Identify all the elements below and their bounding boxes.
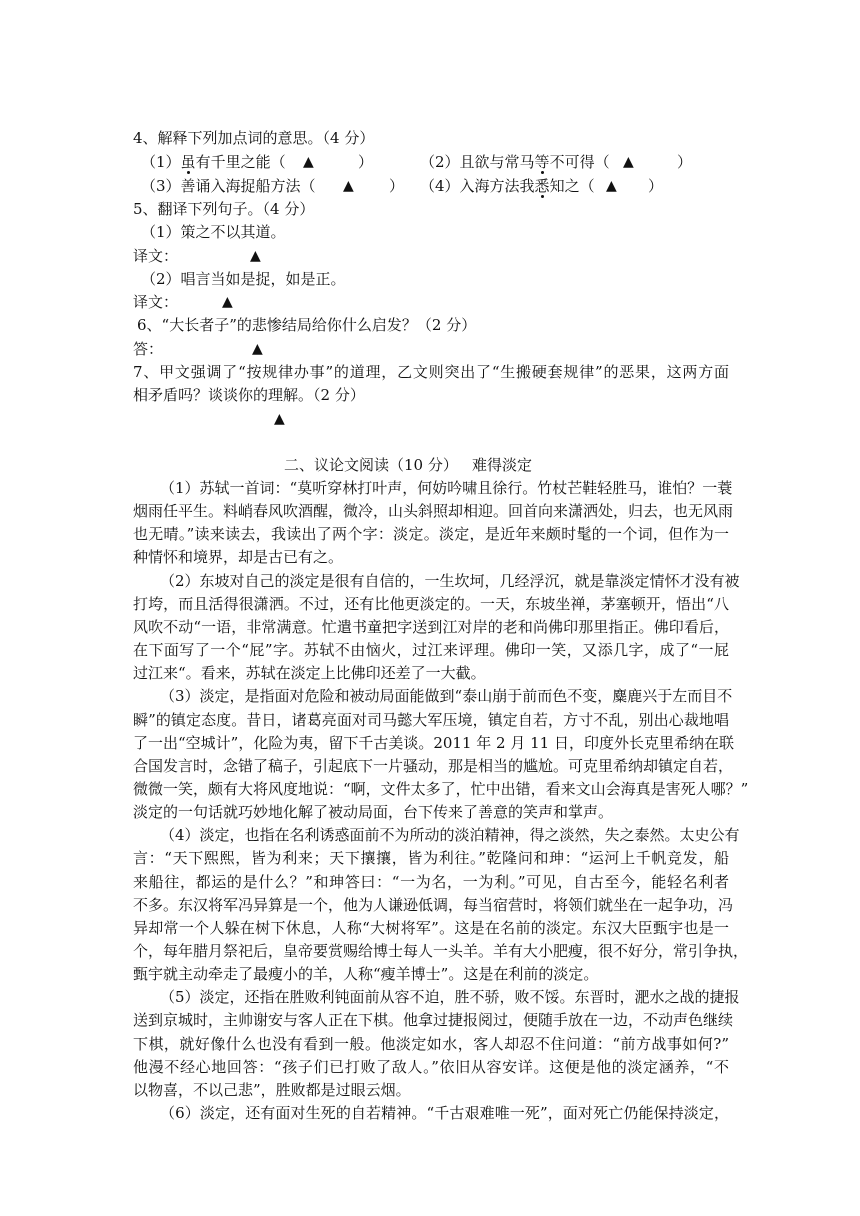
q5-answer-label: 译文： [133, 293, 179, 311]
exam-page: 4、解释下列加点词的意思。（4 分） （1）虽有千里之能（ ▲ ） （2）且欲与常马等不可得（ ▲ ） （3）善诵入海捉船方法（ ▲ ） （4）入海方法我悉知之（ ▲ ） 5、翻译下列句子。（4 分） （1）策之不以其道。 译文： ▲ （2）唱言当如是捉，如是正。 译文： ▲ 6、“大长者子”的悲惨结局给你什么启发？（2 分） 答： ▲ 7、甲文强调了“按规律办事”的道理，乙文则突出了“生搬硬套规律”的恶果，这两方面 相矛盾吗？谈谈你的理解。（2 分） ▲ 二、议论文阅读（10 分） 难得淡定 （1）苏轼一首词：“莫听穿林打叶声，何妨吟啸且徐行。竹杖芒鞋轻胜马，谁怕？一蓑 烟雨任平生。料峭春风吹酒醒，微冷，山头斜照却相迎。回首向来潇洒处，归去，也无风雨 也无晴。”读来读去，我读出了两个字：淡定。淡定，是近年来颇时髦的一个词，但作为一 种情怀和境界，却是古已有之。 （2）东坡对自己的淡定是很有自信的，一生坎坷，几经浮沉，就是靠淡定情怀才没有被 打垮，而且活得很潇洒。不过，还有比他更淡定的。一天，东坡坐禅，茅塞顿开，悟出“八 风吹不动“一语，非常满意。忙遣书童把字送到江对岸的老和尚佛印那里指正。佛印看后， 在下面写了一个“屁”字。苏轼不由恼火，过江来评理。佛印一笑，又添几字，成了“一屁 过江来“。看来，苏轼在淡定上比佛印还差了一大截。 （3）淡定，是指面对危险和被动局面能做到“泰山崩于前而色不变，麋鹿兴于左而目不 瞬”的镇定态度。昔日，诸葛亮面对司马懿大军压境，镇定自若，方寸不乱，别出心裁地唱 了一出“空城计”，化险为夷，留下千古美谈。2011 年 2 月 11 日，印度外长克里希纳在联 合国发言时，念错了稿子，引起底下一片骚动，那是相当的尴尬。可克里希纳却镇定自若， 微微一笑，颇有大将风度地说：“啊，文件太多了，忙中出错，看来文山会海真是害死人哪？” 淡定的一句话就巧妙地化解了被动局面，台下传来了善意的笑声和掌声。 （4）淡定，也指在名利诱惑面前不为所动的淡泊精神，得之淡然，失之泰然。太史公有 言：“天下熙熙，皆为利来；天下攘攘，皆为利往。”乾隆问和珅：“运河上千帆竞发，船 来船往，都运的是什么？”和珅答曰：“一为名，一为利。”可见，自古至今，能轻名利者 不多。东汉将军冯异算是一个，他为人谦逊低调，每当宿营时，将领们就坐在一起争功，冯 异却常一个人躲在树下休息，人称“大树将军”。这是在名前的淡定。东汉大臣甄宇也是一 个，每年腊月祭祀后，皇帝要赏赐给博士每人一头羊。羊有大小肥瘦，很不好分，常引争执， 甄宇就主动牵走了最瘦小的羊，人称“瘦羊博士”。这是在利前的淡定。 （5）淡定，还指在胜败利钝面前从容不迫，胜不骄，败不馁。东晋时，淝水之战的捷报 送到京城时，主帅谢安与客人正在下棋。他拿过捷报阅过，便随手放在一边，不动声色继续 下棋，就好像什么也没有看到一般。他淡定如水，客人却忍不住问道：“前方战事如何?” 他漫不经心地回答：“孩子们已打败了敌人。”依旧从容安详。这便是他的淡定涵养，“不 以物喜，不以己悲”，胜败都是过眼云烟。 （6）淡定，还有面对生死的自若精神。“千古艰难唯一死”，面对死亡仍能保持淡定， [0, 0, 860, 1216]
q7-line-2: 相矛盾吗？谈谈你的理解。（2 分） [133, 386, 365, 404]
paragraph-line: （5）淡定，还指在胜败利钝面前从容不迫，胜不骄，败不馁。东晋时，淝水之战的捷报 [160, 988, 740, 1007]
section-heading: 二、议论文阅读（10 分） [284, 456, 458, 474]
paragraph-line: （3）淡定，是指面对危险和被动局面能做到“泰山崩于前而色不变，麋鹿兴于左而目不 [160, 687, 733, 706]
paragraph-line: 送到京城时，主帅谢安与客人正在下棋。他拿过捷报阅过，便随手放在一边，不动声色继续 [133, 1011, 734, 1030]
paragraph-line: 以物喜，不以己悲”，胜败都是过眼云烟。 [133, 1080, 411, 1099]
paragraph-line: （6）淡定，还有面对生死的自若精神。“千古艰难唯一死”，面对死亡仍能保持淡定， [160, 1104, 729, 1122]
q6-answer-label: 答： [133, 340, 164, 358]
answer-triangle: ▲ [222, 294, 233, 310]
q5-sentence-2: （2）唱言当如是捉，如是正。 [141, 270, 346, 288]
dotted-char: 虽 [180, 153, 196, 171]
answer-triangle: ▲ [274, 411, 285, 427]
q5-sentence-1: （1）策之不以其道。 [141, 223, 286, 241]
answer-triangle: ▲ [250, 248, 261, 264]
paragraph-line: 烟雨任平生。料峭春风吹酒醒，微冷，山头斜照却相迎。回首向来潇洒处，归去，也无风雨 [133, 502, 734, 521]
paragraph-line: 微微一笑，颇有大将风度地说：“啊，文件太多了，忙中出错，看来文山会海真是害死人哪？” [133, 779, 749, 798]
q6-title: 6、“大长者子”的悲惨结局给你什么启发？（2 分） [137, 316, 477, 334]
paragraph-line: 瞬”的镇定态度。昔日，诸葛亮面对司马懿大军压境，镇定自若，方寸不乱，别出心裁地唱 [133, 710, 729, 729]
paragraph-line: 也无晴。”读来读去，我读出了两个字：淡定。淡定，是近年来颇时髦的一个词，但作为一 [133, 525, 729, 544]
q4-item-3: （3）善诵入海捉船方法（ [141, 177, 316, 195]
paragraph-line: 了一出“空城计”，化险为夷，留下千古美谈。2011 年 2 月 11 日，印度外长克里希纳在联 [133, 733, 734, 752]
article-title: 难得淡定 [472, 456, 533, 474]
paragraph-line: 淡定的一句话就巧妙地化解了被动局面，台下传来了善意的笑声和掌声。 [133, 803, 614, 822]
q4-item-4: （4）入海方法我悉知之（ [420, 177, 595, 195]
paragraph-line: 言：“天下熙熙，皆为利来；天下攘攘，皆为利往。”乾隆问和珅：“运河上千帆竞发，船 [133, 849, 729, 868]
q4-title: 4、解释下列加点词的意思。（4 分） [133, 129, 375, 147]
paragraph-line: （4）淡定，也指在名利诱惑面前不为所动的淡泊精神，得之淡然，失之泰然。太史公有 [160, 826, 740, 845]
paragraph-line: 来船往，都运的是什么？”和珅答曰：“一为名，一为利。”可见，自古至今，能轻名利者 [133, 872, 729, 891]
q5-title: 5、翻译下列句子。（4 分） [133, 200, 315, 218]
paragraph-line: 甄宇就主动牵走了最瘦小的羊，人称“瘦羊博士”。这是在利前的淡定。 [133, 965, 599, 984]
dotted-char: 悉 [534, 177, 550, 195]
answer-triangle: ▲ [343, 178, 354, 194]
paragraph-line: 风吹不动“一语，非常满意。忙遣书童把字送到江对岸的老和尚佛印那里指正。佛印看后， [133, 617, 729, 636]
paragraph-line: 合国发言时，念错了稿子，引起底下一片骚动，那是相当的尴尬。可克里希纳却镇定自若， [133, 756, 734, 775]
answer-triangle: ▲ [303, 154, 314, 170]
paragraph-line: 下棋，就好像什么也没有看到一般。他淡定如水，客人却忍不住问道：“前方战事如何?” [133, 1034, 729, 1053]
q4-item-2: （2）且欲与常马等不可得（ [420, 153, 610, 171]
answer-triangle: ▲ [623, 154, 634, 170]
paragraph-line: （2）东坡对自己的淡定是很有自信的，一生坎坷，几经浮沉，就是靠淡定情怀才没有被 [160, 571, 740, 590]
paragraph-line: 不多。东汉将军冯异算是一个，他为人谦逊低调，每当宿营时，将领们就坐在一起争功，冯 [133, 895, 734, 914]
answer-triangle: ▲ [606, 178, 617, 194]
q7-line-1: 7、甲文强调了“按规律办事”的道理，乙文则突出了“生搬硬套规律”的恶果，这两方面 [133, 363, 729, 381]
q5-answer-label: 译文： [133, 247, 179, 265]
paragraph-line: （1）苏轼一首词：“莫听穿林打叶声，何妨吟啸且徐行。竹杖芒鞋轻胜马，谁怕？一蓑 [160, 479, 733, 497]
answer-triangle: ▲ [252, 341, 263, 357]
paragraph-line: 他漫不经心地回答：“孩子们已打败了敌人。”依旧从容安详。这便是他的淡定涵养，“不 [133, 1057, 729, 1076]
paragraph-line: 异却常一个人躲在树下休息，人称“大树将军”。这是在名前的淡定。东汉大臣甄宇也是一 [133, 918, 729, 937]
paragraph-line: 个，每年腊月祭祀后，皇帝要赏赐给博士每人一头羊。羊有大小肥瘦，很不好分，常引争执， [133, 942, 749, 960]
paragraph-line: 在下面写了一个“屁”字。苏轼不由恼火，过江来评理。佛印一笑，又添几字，成了“一屁 [133, 641, 729, 659]
paragraph-line: 过江来“。看来，苏轼在淡定上比佛印还差了一大截。 [133, 664, 486, 683]
q4-item-1: （1）虽有千里之能（ [141, 153, 286, 171]
paragraph-line: 种情怀和境界，却是古已有之。 [133, 548, 344, 567]
dotted-char: 等 [534, 153, 550, 171]
paragraph-line: 打垮，而且活得很潇洒。不过，还有比他更淡定的。一天，东坡坐禅，茅塞顿开，悟出“八 [133, 594, 729, 613]
